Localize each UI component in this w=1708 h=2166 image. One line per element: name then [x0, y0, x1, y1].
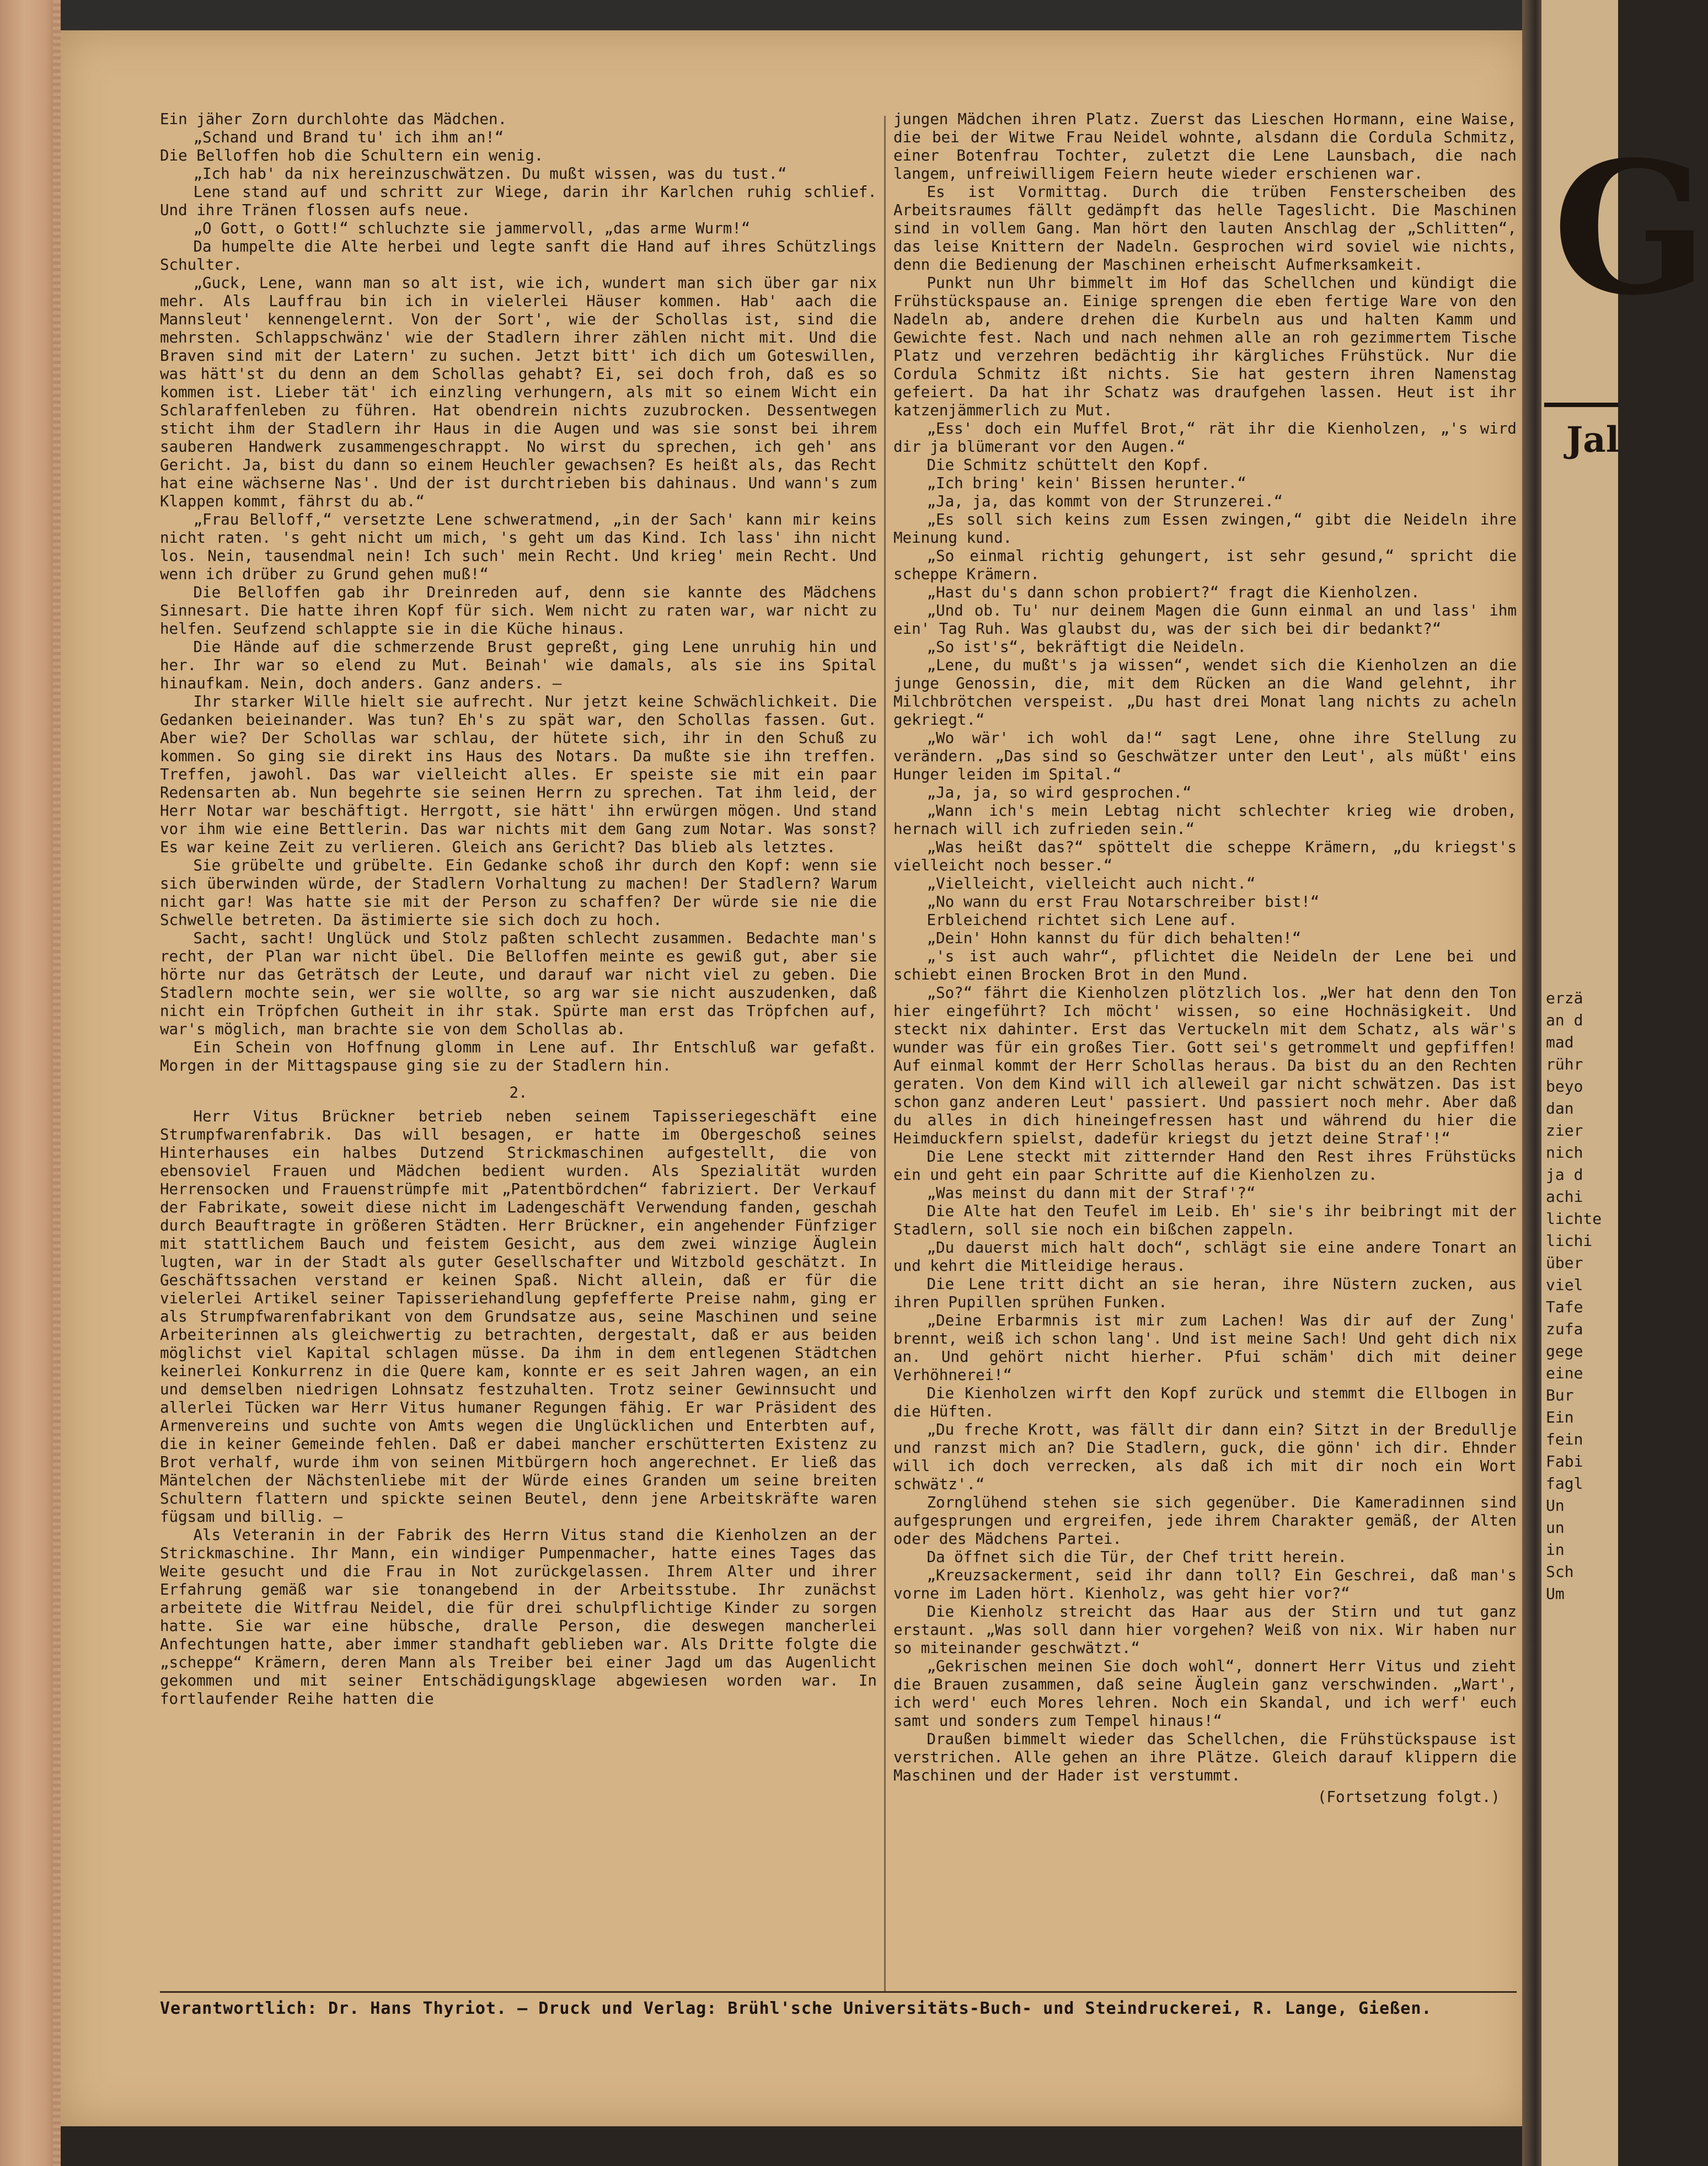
edge-word: nich [1546, 1143, 1583, 1162]
edge-word: zufa [1546, 1320, 1583, 1338]
edge-word: erzä [1546, 989, 1583, 1007]
footer-rule [160, 1991, 1517, 1993]
paragraph: Erbleichend richtet sich Lene auf. [927, 911, 1238, 929]
paragraph: Ihr starker Wille hielt sie aufrecht. Nur jetzt keine Schwächlichkeit. Die Gedanken beieinander. Was tun? Eh's zu spät war, den Schollas fassen. Gut. Aber wie? Der Schollas war schlau, der hütete sich, ihr in den Schuß zu kommen. So ging sie direkt ins Haus des Notars. Da mußte sie ihn treffen. Treffen, jawohl. Das war vielleicht alles. Er speiste sie mit ein paar Redensarten ab. Nun begehrte sie seinen Herrn zu sprechen. Tat ihm leid, der Herr Notar war beschäftigt. Herrgott, sie hätt' ihn erwürgen mögen. Und stand vor ihm wie eine Bettlerin. Das war nichts mit dem Gang zum Notar. Was sonst? Es war keine Zeit zu verlieren. Gleich ans Gericht? Das blieb als letztes. [160, 693, 877, 856]
paragraph: „So einmal richtig gehungert, ist sehr gesund,“ spricht die scheppe Krämern. [893, 547, 1517, 583]
adjacent-rule [1544, 403, 1618, 407]
paragraph: Da humpelte die Alte herbei und legte sanft die Hand auf ihres Schützlings Schulter. [160, 238, 877, 274]
paragraph: Die Lene steckt mit zitternder Hand den Rest ihres Frühstücks ein und geht ein paar Schritte auf die Kienholzen zu. [893, 1148, 1517, 1184]
paragraph: jungen Mädchen ihren Platz. Zuerst das Lieschen Hormann, eine Waise, die bei der Witwe Frau Neidel wohnte, alsdann die Cordula Schmitz, einer Botenfrau Tochter, zuletzt die Lene Launsbach, die nach langem, unfreiwilligem Feiern heute wieder erschienen war. [893, 110, 1517, 183]
edge-word: gege [1546, 1342, 1583, 1360]
edge-word: un [1546, 1518, 1565, 1537]
paragraph: „Lene, du mußt's ja wissen“, wendet sich die Kienholzen an die junge Genossin, die, mit dem Rücken an die Wand gelehnt, ihr Milchbrötchen verspeist. „Du hast drei Monat lang nichts zu acheln gekriegt.“ [893, 656, 1517, 729]
edge-word: fagl [1546, 1474, 1583, 1493]
left-text-column [160, 110, 877, 1708]
paragraph: Die Hände auf die schmerzende Brust gepreßt, ging Lene unruhig hin und her. Ihr war so elend zu Mut. Beinah' wie damals, als sie ins Spital hinaufkam. Nein, doch anders. Ganz anders. — [160, 638, 877, 692]
edge-word: Fabi [1546, 1452, 1583, 1470]
right-text-column [893, 110, 1517, 1806]
paragraph: „Kreuzsackerment, seid ihr dann toll? Ein Geschrei, daß man's vorne im Laden hört. Kienholz, was geht hier vor?“ [893, 1566, 1517, 1602]
paragraph: Sie grübelte und grübelte. Ein Gedanke schoß ihr durch den Kopf: wenn sie sich überwinden würde, der Stadlern Vorhaltung zu machen! Der Stadlern? Warum nicht gar! Was hatte sie mit der Person zu schaffen? Der würde sie nie die Schwelle betreten. Da ästimierte sie sich doch zu hoch. [160, 857, 877, 929]
paragraph: „Und ob. Tu' nur deinem Magen die Gunn einmal an und lass' ihm ein' Tag Ruh. Was glaubst du, was der sich bei dir bedankt?“ [893, 602, 1517, 638]
edge-word: rühr [1546, 1055, 1583, 1073]
edge-word: ja d [1546, 1165, 1583, 1184]
paragraph: „Hast du's dann schon probiert?“ fragt die Kienholzen. [927, 584, 1420, 601]
edge-word: zier [1546, 1121, 1583, 1140]
paragraph: „Guck, Lene, wann man so alt ist, wie ich, wundert man sich über gar nix mehr. Als Lauffrau bin ich in vielerlei Häuser kommen. Hab' aach die Mannsleut' kennengelernt. Von der Sort', wie der Schollas ist, sind die mehrsten. Schlappschwänz' wie der Stadlern ihrer zählen nicht mit. Und die Braven sind mit der Latern' zu suchen. Jetzt bitt' ich dich um Goteswillen, was hätt'st du denn an dem Schollas gehabt? Ei, sei doch froh, daß es so kommen ist. Lieber tät' ich einzling verhungern, als mit so einem Wicht ein Schlaraffenleben zu führen. Hat obendrein nichts zuzubrocken. Dessentwegen sticht ihm der Stadlern ihr Haus in die Augen und was sie sonst bei ihrem sauberen Handwerk zusammengeschrappt. No wirst du sprechen, ich geh' ans Gericht. Ja, bist du dann so einem Heuchler gewachsen? Es heißt als, das Recht hat eine wächserne Nas'. Und der ist durchtrieben bis dahinaus. Und wann's zum Klappen kommt, fährst du ab.“ [160, 274, 877, 510]
paragraph: „Es soll sich keins zum Essen zwingen,“ gibt die Neideln ihre Meinung kund. [893, 511, 1517, 547]
paragraph: „Was heißt das?“ spöttelt die scheppe Krämern, „du kriegst's vielleicht noch besser.“ [893, 838, 1517, 874]
paragraph: Ein jäher Zorn durchlohte das Mädchen. [160, 110, 507, 128]
paragraph: „Schand und Brand tu' ich ihm an!“ [193, 129, 504, 146]
paragraph: „Gekrischen meinen Sie doch wohl“, donnert Herr Vitus und zieht die Brauen zusammen, daß seine Äuglein ganz verschwinden. „Wart', ich werd' euch Mores lehren. Noch ein Skandal, und ich werf' euch samt und sonders zum Tempel hinaus!“ [893, 1657, 1517, 1730]
paragraph: Da öffnet sich die Tür, der Chef tritt herein. [927, 1548, 1347, 1566]
page-stack-edge [53, 0, 61, 2166]
page-gutter [1522, 0, 1544, 2166]
paragraph: „Ess' doch ein Muffel Brot,“ rät ihr die Kienholzen, „'s wird dir ja blümerant vor den Augen.“ [893, 420, 1517, 456]
paragraph: Die Lene tritt dicht an sie heran, ihre Nüstern zucken, aus ihren Pupillen sprühen Funken. [893, 1275, 1517, 1311]
paragraph: „Wo wär' ich wohl da!“ sagt Lene, ohne ihre Stellung zu verändern. „Das sind so Geschwätzer unter den Leut', als müßt' eins Hunger leiden im Spital.“ [893, 729, 1517, 783]
edge-word: Um [1546, 1585, 1565, 1603]
paragraph: „No wann du erst Frau Notarschreiber bist!“ [927, 893, 1320, 911]
paragraph: „So?“ fährt die Kienholzen plötzlich los. „Wer hat denn den Ton hier eingeführt? Ich möcht' wissen, so eine Hochnäsigkeit. Und steckt nix dahinter. Erst das Vertuckeln mit dem Schatz, als wär's wunder was für ein großes Tier. Gott sei's getrommelt und gepfiffen! Auf einmal kommt der Herr Schollas heraus. Da bist du an den Rechten geraten. Von dem Kind will ich alleweil gar nicht schwätzen. Das ist schon ganz anderen Leut' passiert. Und passiert noch mehr. Aber daß du alles in dich hineingefressen hast und während du hier die Heimduckfern spielst, dadefür kriegst du jetzt deine Straf'!“ [893, 984, 1517, 1147]
edge-word: Ein [1546, 1408, 1574, 1426]
paragraph: „So ist's“, bekräftigt die Neideln. [927, 638, 1246, 656]
adjacent-masthead-fragment: Jal [1566, 419, 1620, 461]
edge-word: fein [1546, 1430, 1583, 1448]
paragraph: „Deine Erbarmnis ist mir zum Lachen! Was dir auf der Zung' brennt, weiß ich schon lang'. Und ist meine Sach! Und geht dich nix an. Und gehört nicht hierher. Pfui schäm' dich mit deiner Verhöhnerei!“ [893, 1312, 1517, 1384]
paragraph: Punkt nun Uhr bimmelt im Hof das Schellchen und kündigt die Frühstückspause an. Einige sprengen die eben fertige Ware von den Nadeln ab, andere drehen die Kurbeln aus und halten Kamm und Gewichte fest. Nach und nach nehmen alle an roh gezimmertem Tische Platz und verzehren bedächtig ihr kärgliches Frühstück. Nur die Cordula Schmitz ißt nichts. Sie hat gestern ihren Namenstag gefeiert. Da hat ihr Schatz was draufgehen lassen. Heut ist ihr katzenjämmerlich zu Mut. [893, 274, 1517, 419]
paragraph: Als Veteranin in der Fabrik des Herrn Vitus stand die Kienholzen an der Strickmaschine. Ihr Mann, ein windiger Pumpenmacher, hatte eines Tages das Weite gesucht und die Frau in Not zurückgelassen. Ihrem Alter und ihrer Erfahrung gemäß war sie tonangebend in der Arbeitsstube. Ihr zunächst arbeitete die Witfrau Neidel, die für drei schulpflichtige Kinder zu sorgen hatte. Sie war eine hübsche, dralle Person, die deswegen mancherlei Anfechtungen hatte, aber immer standhaft geblieben war. Als Dritte folgte die „scheppe“ Krämern, deren Mann als Treiber bei einer Jagd um das Augenlicht gekommen und mit seiner Entschädigungsklage abgewiesen worden war. In fortlaufender Reihe hatten die [160, 1526, 877, 1708]
paragraph: „Wann ich's mein Lebtag nicht schlechter krieg wie droben, hernach will ich zufrieden sein.“ [893, 802, 1517, 838]
edge-word: lichi [1546, 1232, 1593, 1250]
paragraph: „Ich hab' da nix hereinzuschwätzen. Du mußt wissen, was du tust.“ [193, 165, 787, 183]
continuation-note: (Fortsetzung folgt.) [1317, 1788, 1500, 1806]
edge-word: in [1546, 1541, 1565, 1559]
paragraph: „Frau Belloff,“ versetzte Lene schweratmend, „in der Sach' kann mir keins nicht raten. 's geht nicht um mich, 's geht um das Kind. Ich lass' ihn nicht los. Nein, tausendmal nein! Ich such' mein Recht. Und krieg' mein Recht. Und wenn ich drüber zu Grund gehen muß!“ [160, 511, 877, 583]
paragraph: Die Kienholz streicht das Haar aus der Stirn und tut ganz erstaunt. „Was soll dann hier vorgehen? Weiß von nix. Wir haben nur so miteinander geschwätzt.“ [893, 1603, 1517, 1657]
paragraph: Die Belloffen hob die Schultern ein wenig. [160, 147, 544, 164]
edge-word: achi [1546, 1188, 1583, 1206]
edge-word: viel [1546, 1276, 1583, 1294]
paragraph: „Dein' Hohn kannst du für dich behalten!“ [927, 929, 1302, 947]
paragraph: „Du dauerst mich halt doch“, schlägt sie eine andere Tonart an und kehrt die Mitleidige heraus. [893, 1239, 1517, 1275]
paragraph: „Ja, ja, so wird gesprochen.“ [927, 784, 1192, 801]
paragraph: „Was meinst du dann mit der Straf'?“ [927, 1184, 1256, 1202]
edge-word: mad [1546, 1033, 1574, 1051]
paragraph: Sacht, sacht! Unglück und Stolz paßten schlecht zusammen. Bedachte man's recht, der Plan war nicht übel. Die Belloffen meinte es gewiß gut, aber sie hörte nur das Geträtsch der Leute, und darauf war nicht viel zu geben. Die Stadlern mochte sein, wer sie wollte, so arg war sie nicht auszudenken, daß nicht ein Tröpfchen Gutheit in ihr stak. Spürte man erst das Tröpfchen auf, war's möglich, man brachte sie von dem Schollas ab. [160, 929, 877, 1038]
section-number: 2. [509, 1084, 528, 1101]
column-divider [884, 116, 886, 1991]
paragraph: „Ja, ja, das kommt von der Strunzerei.“ [927, 493, 1283, 510]
edge-word: Tafe [1546, 1298, 1583, 1316]
edge-word: Sch [1546, 1563, 1574, 1581]
paragraph: Lene stand auf und schritt zur Wiege, darin ihr Karlchen ruhig schlief. Und ihre Tränen flossen aufs neue. [160, 183, 877, 219]
edge-word: beyo [1546, 1077, 1583, 1095]
paragraph: Die Kienholzen wirft den Kopf zurück und stemmt die Ellbogen in die Hüften. [893, 1384, 1517, 1420]
edge-word: Bur [1546, 1386, 1574, 1404]
edge-word: lichte [1546, 1210, 1602, 1228]
paragraph: „'s ist auch wahr“, pflichtet die Neideln der Lene bei und schiebt einen Brocken Brot in den Mund. [893, 948, 1517, 983]
edge-word: Un [1546, 1496, 1565, 1515]
imprint-line: Verantwortlich: Dr. Hans Thyriot. — Druck und Verlag: Brühl'sche Universitäts-Buch- und Steindruckerei, R. Lange, Gießen. [160, 1999, 1432, 2018]
paragraph: „Vielleicht, vielleicht auch nicht.“ [927, 875, 1256, 892]
paragraph: Herr Vitus Brückner betrieb neben seinem Tapisseriegeschäft eine Strumpfwarenfabrik. Das will besagen, er hatte im Obergeschoß seines Hinterhauses ein halbes Dutzend Strickmaschinen aufgestellt, die von ebensoviel Frauen und Mädchen bedient wurden. Als Spezialität wurden Herrensocken und Frauenstrümpfe mit „Patentbördchen“ fabriziert. Der Verkauf der Fabrikate, soweit diese nicht im Ladengeschäft Verwendung fanden, geschah durch Beauftragte in größeren Städten. Herr Brückner, ein angehender Fünfziger mit stattlichem Bauch und feistem Gesicht, aus dem zwei winzige Äuglein lugten, war in der Stadt als guter Gesellschafter und Witzbold geschätzt. In Geschäftssachen verstand er keinen Spaß. Nicht allein, daß er für die vielerlei Artikel seiner Tapisseriehandlung gepfefferte Preise nahm, ging er als Strumpfwarenfabrikant von dem Grundsatze aus, seine Maschinen und seine Arbeiterinnen als gleichwertig zu betrachten, dergestalt, daß er aus beiden möglichst viel Kapital schlagen müsse. Da ihm in dem entlegenen Städtchen keinerlei Konkurrenz in die Quere kam, konnte er es seit Jahren wagen, an ein und demselben niedrigen Lohnsatz festzuhalten. Trotz seiner Gewinnsucht und allerlei Tücken war Herr Vitus humaner Regungen fähig. Er war Präsident des Armenvereins und suchte von Amts wegen die Unglücklichen und Enterbten auf, die in keiner Gemeinde fehlen. Daß er dabei mancher erschütterten Existenz zu Brot verhalf, wurde ihm von seinen Mitbürgern hoch angerechnet. Er ließ das Mäntelchen der Nächstenliebe mit der Würde eines Granden um seine breiten Schultern flattern und spickte seinen Beutel, denn jene Arbeitskräfte waren fügsam und billig. — [160, 1108, 877, 1526]
paragraph: Zornglühend stehen sie sich gegenüber. Die Kameradinnen sind aufgesprungen und ergreifen, jede ihrem Charakter gemäß, der Alten oder des Mädchens Partei. [893, 1494, 1517, 1548]
paragraph: „Ich bring' kein' Bissen herunter.“ [927, 474, 1246, 492]
paragraph: Draußen bimmelt wieder das Schellchen, die Frühstückspause ist verstrichen. Alle gehen an ihre Plätze. Gleich darauf klippern die Maschinen und der Hader ist verstummt. [893, 1730, 1517, 1784]
paragraph: Die Schmitz schüttelt den Kopf. [927, 456, 1210, 474]
paragraph: Es ist Vormittag. Durch die trüben Fensterscheiben des Arbeitsraumes fällt gedämpft das helle Tageslicht. Die Maschinen sind in vollem Gang. Man hört den lauten Anschlag der „Schlitten“, das leise Knittern der Nadeln. Gesprochen wird soviel wie nichts, denn die Bedienung der Maschinen erheischt Aufmerksamkeit. [893, 183, 1517, 274]
paragraph: Ein Schein von Hoffnung glomm in Lene auf. Ihr Entschluß war gefaßt. Morgen in der Mittagspause ging sie zu der Stadlern hin. [160, 1039, 877, 1074]
edge-word: eine [1546, 1364, 1583, 1382]
edge-word: dan [1546, 1099, 1574, 1117]
adjacent-masthead-letter: G [1552, 121, 1708, 335]
paragraph: „Du freche Krott, was fällt dir dann ein? Sitzt in der Bredullje und ranzst mich an? Die Stadlern, guck, die gönn' ich dir. Ehnder will ich doch verrecken, als daß ich mit dir noch ein Wort schwätz'.“ [893, 1421, 1517, 1493]
edge-word: über [1546, 1254, 1583, 1272]
paragraph: „O Gott, o Gott!“ schluchzte sie jammervoll, „das arme Wurm!“ [193, 220, 751, 237]
cover-board [61, 0, 1577, 33]
paragraph: Die Belloffen gab ihr Dreinreden auf, denn sie kannte des Mädchens Sinnesart. Die hatte ihren Kopf für sich. Wem nicht zu raten war, war nicht zu helfen. Seufzend schlappte sie in die Küche hinaus. [160, 584, 877, 638]
paragraph: Die Alte hat den Teufel im Leib. Eh' sie's ihr beibringt mit der Stadlern, soll sie noch ein bißchen zappeln. [893, 1202, 1517, 1238]
edge-word: an d [1546, 1011, 1583, 1029]
book-binding [0, 0, 61, 2166]
